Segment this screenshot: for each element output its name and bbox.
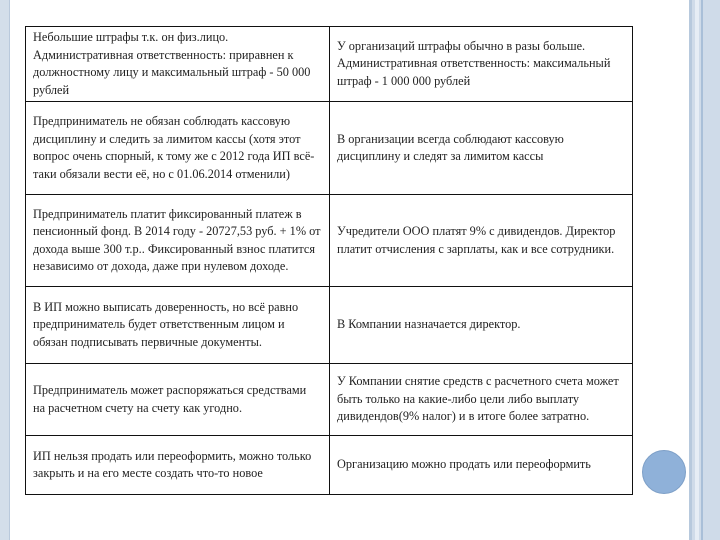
left-decor-stripe <box>0 0 10 540</box>
table-row <box>26 102 633 195</box>
org-cell: Организацию можно продать или переоформить <box>330 436 633 495</box>
table-row <box>26 27 633 102</box>
org-cell: У организаций штрафы обычно в разы больше. Административная ответственность: максимальный штраф - 1 000 000 рублей <box>330 27 633 102</box>
right-decor-bar <box>689 0 720 540</box>
org-cell: У Компании снятие средств с расчетного счета может быть только на какие-либо цели либо выплату дивидендов(9% налог) и в итоге более затратно. <box>330 364 633 436</box>
ip-cell: Небольшие штрафы т.к. он физ.лицо. Административная ответственность: приравнен к должностному лицу и максимальный штраф - 50 000 рублей <box>26 27 330 102</box>
ip-cell: Предприниматель не обязан соблюдать кассовую дисциплину и следить за лимитом кассы (хотя этот вопрос очень спорный, к тому же с 2012 года ИП всё-таки обязали вести её, но с 01.06.2014 отменили) <box>26 102 330 195</box>
org-cell: Учредители ООО платят 9% с дивидендов. Директор платит отчисления с зарплаты, как и все сотрудники. <box>330 195 633 287</box>
org-cell: В Компании назначается директор. <box>330 287 633 364</box>
table-row <box>26 287 633 364</box>
table-row <box>26 436 633 495</box>
table-row <box>26 195 633 287</box>
table-row <box>26 364 633 436</box>
org-cell: В организации всегда соблюдают кассовую дисциплину и следят за лимитом кассы <box>330 102 633 195</box>
ip-cell: Предприниматель может распоряжаться средствами на расчетном счету на счету как угодно. <box>26 364 330 436</box>
comparison-table <box>25 26 633 495</box>
ip-cell: ИП нельзя продать или переоформить, можно только закрыть и на его месте создать что-то новое <box>26 436 330 495</box>
decor-circle <box>642 450 686 494</box>
ip-cell: В ИП можно выписать доверенность, но всё равно предприниматель будет ответственным лицом и обязан подписывать первичные документы. <box>26 287 330 364</box>
ip-cell: Предприниматель платит фиксированный платеж в пенсионный фонд. В 2014 году - 20727,53 руб. + 1% от дохода выше 300 т.р.. Фиксированный взнос платится независимо от дохода, даже при нулевом доходе. <box>26 195 330 287</box>
